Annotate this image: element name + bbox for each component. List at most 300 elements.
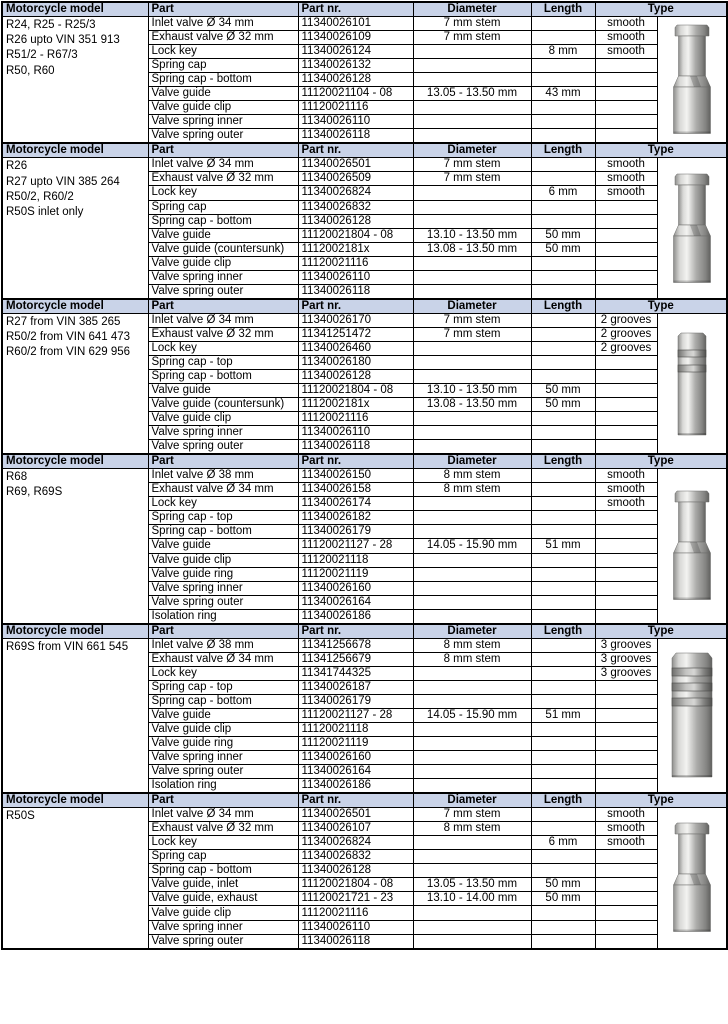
diameter-cell [413,497,531,511]
length-cell: 50 mm [531,228,595,242]
diameter-cell: 14.05 - 15.90 mm [413,708,531,722]
diameter-cell [413,440,531,455]
part-cell: Spring cap - bottom [148,864,298,878]
diameter-cell [413,200,531,214]
diameter-cell: 13.10 - 13.50 mm [413,384,531,398]
part-nr-cell: 11120021119 [298,567,413,581]
col-header-diameter: Diameter [413,624,531,639]
part-nr-cell: 11340026170 [298,313,413,327]
type-cell: 2 grooves [595,327,657,341]
diameter-cell: 7 mm stem [413,158,531,172]
part-nr-cell: 11340026132 [298,59,413,73]
section-table-5 [1,623,728,794]
part-nr-cell: 11120021804 - 08 [298,228,413,242]
diameter-cell [413,609,531,624]
part-cell: Valve guide, exhaust [148,892,298,906]
length-cell [531,609,595,624]
diameter-cell: 8 mm stem [413,483,531,497]
length-cell [531,680,595,694]
diameter-cell: 8 mm stem [413,652,531,666]
part-nr-cell: 11340026179 [298,694,413,708]
type-cell [595,200,657,214]
model-list-cell [2,638,148,793]
length-cell [531,158,595,172]
part-nr-cell: 11340026110 [298,426,413,440]
part-nr-cell: 11120021119 [298,737,413,751]
col-header-part: Part [148,143,298,158]
col-header-diameter: Diameter [413,793,531,808]
type-cell: smooth [595,172,657,186]
part-nr-cell: 11340026509 [298,172,413,186]
type-cell [595,892,657,906]
type-cell [595,101,657,115]
length-cell [531,31,595,45]
header-row [2,624,727,639]
part-nr-cell: 11340026186 [298,779,413,794]
length-cell [531,666,595,680]
length-cell: 6 mm [531,186,595,200]
type-cell [595,59,657,73]
part-cell: Inlet valve Ø 34 mm [148,17,298,31]
part-nr-cell: 11340026174 [298,497,413,511]
valve-guide-smooth-image [657,808,727,949]
part-nr-cell: 11120021804 - 08 [298,878,413,892]
length-cell [531,567,595,581]
part-nr-cell: 11340026832 [298,850,413,864]
length-cell [531,426,595,440]
length-cell [531,469,595,483]
diameter-cell: 8 mm stem [413,822,531,836]
length-cell [531,694,595,708]
diameter-cell: 14.05 - 15.90 mm [413,539,531,553]
part-nr-cell: 11340026824 [298,186,413,200]
type-cell [595,553,657,567]
part-cell: Spring cap [148,200,298,214]
diameter-cell [413,129,531,144]
part-nr-cell: 11340026158 [298,483,413,497]
col-header-length: Length [531,299,595,314]
diameter-cell [413,214,531,228]
type-cell [595,115,657,129]
diameter-cell [413,553,531,567]
part-cell: Inlet valve Ø 34 mm [148,158,298,172]
part-cell: Valve guide [148,539,298,553]
type-cell [595,581,657,595]
part-cell: Valve guide [148,87,298,101]
type-cell [595,525,657,539]
type-cell [595,87,657,101]
type-cell [595,694,657,708]
type-cell: smooth [595,483,657,497]
part-nr-cell: 11120021721 - 23 [298,892,413,906]
part-cell: Lock key [148,666,298,680]
part-nr-cell: 11340026128 [298,214,413,228]
type-cell [595,284,657,299]
part-nr-cell: 11120021804 - 08 [298,384,413,398]
part-cell: Valve spring inner [148,270,298,284]
part-nr-cell: 11341256678 [298,638,413,652]
part-nr-cell: 11340026164 [298,595,413,609]
col-header-type: Type [595,624,727,639]
type-cell: smooth [595,186,657,200]
part-cell: Exhaust valve Ø 34 mm [148,483,298,497]
length-cell: 50 mm [531,242,595,256]
part-nr-cell: 11340026128 [298,369,413,383]
length-cell [531,129,595,144]
col-header-type: Type [595,299,727,314]
part-nr-cell: 11340026124 [298,45,413,59]
header-row [2,454,727,469]
col-header-model: Motorcycle model [2,299,148,314]
col-header-length: Length [531,143,595,158]
model-name: R26 [6,160,28,173]
part-row [2,808,727,822]
type-cell [595,270,657,284]
part-nr-cell: 11340026164 [298,765,413,779]
length-cell: 6 mm [531,836,595,850]
diameter-cell [413,920,531,934]
diameter-cell [413,751,531,765]
part-cell: Spring cap - top [148,355,298,369]
length-cell [531,920,595,934]
col-header-type: Type [595,793,727,808]
part-row [2,313,727,327]
type-cell: smooth [595,158,657,172]
diameter-cell: 13.08 - 13.50 mm [413,242,531,256]
diameter-cell [413,934,531,949]
part-cell: Inlet valve Ø 38 mm [148,638,298,652]
length-cell: 50 mm [531,878,595,892]
diameter-cell [413,595,531,609]
col-header-model: Motorcycle model [2,143,148,158]
col-header-length: Length [531,454,595,469]
part-cell: Valve guide clip [148,101,298,115]
col-header-part: Part [148,299,298,314]
part-cell: Spring cap - top [148,511,298,525]
col-header-model: Motorcycle model [2,793,148,808]
diameter-cell [413,567,531,581]
section-table-3 [1,298,728,455]
part-cell: Valve spring outer [148,440,298,455]
part-nr-cell: 11340026109 [298,31,413,45]
diameter-cell: 7 mm stem [413,31,531,45]
part-nr-cell: 11340026118 [298,934,413,949]
model-list-cell [2,158,148,299]
part-cell: Valve spring inner [148,115,298,129]
length-cell: 8 mm [531,45,595,59]
diameter-cell: 13.05 - 13.50 mm [413,87,531,101]
part-nr-cell: 11340026160 [298,581,413,595]
part-cell: Lock key [148,497,298,511]
type-cell [595,355,657,369]
section-table-1 [1,1,728,144]
length-cell [531,638,595,652]
length-cell [531,497,595,511]
type-cell [595,680,657,694]
col-header-part-nr: Part nr. [298,454,413,469]
length-cell [531,652,595,666]
diameter-cell [413,850,531,864]
type-cell: smooth [595,45,657,59]
type-cell [595,384,657,398]
part-nr-cell: 11340026150 [298,469,413,483]
col-header-model: Motorcycle model [2,624,148,639]
diameter-cell [413,426,531,440]
length-cell [531,59,595,73]
length-cell [531,256,595,270]
part-cell: Valve guide [148,228,298,242]
diameter-cell [413,59,531,73]
length-cell [531,115,595,129]
col-header-part-nr: Part nr. [298,793,413,808]
part-cell: Spring cap - top [148,680,298,694]
type-cell [595,228,657,242]
col-header-part-nr: Part nr. [298,2,413,17]
diameter-cell [413,511,531,525]
part-cell: Valve guide (countersunk) [148,398,298,412]
model-list-cell [2,313,148,454]
col-header-diameter: Diameter [413,454,531,469]
part-cell: Valve guide clip [148,722,298,736]
part-nr-cell: 11340026460 [298,341,413,355]
model-name: R50S [6,810,35,823]
section-table-6 [1,792,728,949]
model-name: R50/2 from VIN 641 473 [6,331,131,343]
part-cell: Spring cap - bottom [148,369,298,383]
part-nr-cell: 11340026832 [298,200,413,214]
type-cell: 3 grooves [595,638,657,652]
part-cell: Valve spring inner [148,920,298,934]
col-header-model: Motorcycle model [2,2,148,17]
length-cell [531,172,595,186]
type-cell [595,779,657,794]
part-nr-cell: 11340026128 [298,864,413,878]
length-cell [531,525,595,539]
model-name: R27 upto VIN 385 264 [6,175,120,188]
part-cell: Valve guide ring [148,737,298,751]
part-nr-cell: 11340026501 [298,158,413,172]
length-cell [531,808,595,822]
part-cell: Spring cap - bottom [148,694,298,708]
diameter-cell: 13.10 - 14.00 mm [413,892,531,906]
part-nr-cell: 11340026128 [298,73,413,87]
part-cell: Valve spring outer [148,284,298,299]
length-cell [531,511,595,525]
header-row [2,793,727,808]
type-cell [595,595,657,609]
part-cell: Spring cap [148,850,298,864]
part-nr-cell: 11340026182 [298,511,413,525]
part-cell: Valve guide [148,708,298,722]
section-table-2 [1,142,728,299]
length-cell [531,779,595,794]
part-cell: Inlet valve Ø 34 mm [148,313,298,327]
type-cell [595,73,657,87]
type-cell [595,934,657,949]
type-cell: smooth [595,836,657,850]
part-row [2,158,727,172]
diameter-cell [413,284,531,299]
header-row [2,299,727,314]
model-name: R69S from VIN 661 545 [6,640,129,653]
type-cell [595,878,657,892]
type-cell [595,864,657,878]
col-header-model: Motorcycle model [2,454,148,469]
length-cell [531,581,595,595]
part-row [2,469,727,483]
part-cell: Lock key [148,45,298,59]
diameter-cell: 13.08 - 13.50 mm [413,398,531,412]
part-nr-cell: 11341256679 [298,652,413,666]
length-cell [531,751,595,765]
length-cell [531,270,595,284]
part-nr-cell: 11120021118 [298,553,413,567]
length-cell [531,765,595,779]
type-cell [595,708,657,722]
model-name: R51/2 - R67/3 [6,49,78,62]
part-nr-cell: 11120021116 [298,256,413,270]
model-name: R26 upto VIN 351 913 [6,34,120,47]
length-cell [531,864,595,878]
length-cell [531,440,595,455]
diameter-cell [413,737,531,751]
model-name: R27 from VIN 385 265 [6,315,121,328]
type-cell: smooth [595,808,657,822]
diameter-cell: 7 mm stem [413,327,531,341]
part-nr-cell: 11340026118 [298,440,413,455]
length-cell [531,850,595,864]
part-nr-cell: 11120021127 - 28 [298,708,413,722]
part-cell: Exhaust valve Ø 32 mm [148,172,298,186]
part-cell: Valve spring outer [148,595,298,609]
type-cell: smooth [595,17,657,31]
part-cell: Spring cap - bottom [148,214,298,228]
diameter-cell [413,355,531,369]
type-cell [595,129,657,144]
part-cell: Spring cap [148,59,298,73]
part-nr-cell: 1112002181x [298,398,413,412]
diameter-cell: 7 mm stem [413,172,531,186]
length-cell [531,341,595,355]
part-cell: Isolation ring [148,609,298,624]
part-nr-cell: 11120021118 [298,722,413,736]
model-list-cell [2,808,148,949]
part-nr-cell: 11340026101 [298,17,413,31]
model-name: R50S inlet only [6,205,84,218]
diameter-cell [413,412,531,426]
part-cell: Exhaust valve Ø 34 mm [148,652,298,666]
type-cell [595,722,657,736]
length-cell [531,553,595,567]
part-cell: Valve guide clip [148,906,298,920]
model-name: R68 [6,471,28,484]
length-cell [531,200,595,214]
type-cell [595,369,657,383]
col-header-type: Type [595,2,727,17]
length-cell: 50 mm [531,398,595,412]
diameter-cell [413,581,531,595]
part-nr-cell: 11340026110 [298,920,413,934]
part-nr-cell: 11340026824 [298,836,413,850]
diameter-cell [413,864,531,878]
part-cell: Lock key [148,836,298,850]
part-nr-cell: 11340026179 [298,525,413,539]
type-cell: 3 grooves [595,652,657,666]
col-header-type: Type [595,143,727,158]
part-nr-cell: 11120021116 [298,101,413,115]
diameter-cell [413,101,531,115]
model-name: R69, R69S [6,486,63,499]
length-cell [531,17,595,31]
col-header-length: Length [531,624,595,639]
part-nr-cell: 1112002181x [298,242,413,256]
part-nr-cell: 11340026118 [298,284,413,299]
part-nr-cell: 11340026110 [298,115,413,129]
type-cell: smooth [595,497,657,511]
length-cell [531,313,595,327]
diameter-cell [413,73,531,87]
model-name: R60/2 from VIN 629 956 [6,346,131,359]
type-cell [595,412,657,426]
type-cell [595,906,657,920]
type-cell [595,765,657,779]
length-cell [531,412,595,426]
type-cell [595,511,657,525]
type-cell [595,850,657,864]
part-nr-cell: 11340026187 [298,680,413,694]
part-cell: Valve spring inner [148,751,298,765]
diameter-cell [413,779,531,794]
diameter-cell [413,906,531,920]
length-cell [531,906,595,920]
diameter-cell: 7 mm stem [413,313,531,327]
part-nr-cell: 11340026118 [298,129,413,144]
model-name: R50, R60 [6,64,55,77]
type-cell [595,920,657,934]
length-cell [531,483,595,497]
length-cell [531,934,595,949]
length-cell [531,822,595,836]
col-header-part-nr: Part nr. [298,624,413,639]
part-cell: Inlet valve Ø 38 mm [148,469,298,483]
col-header-part: Part [148,624,298,639]
length-cell [531,284,595,299]
length-cell: 50 mm [531,892,595,906]
header-row [2,2,727,17]
diameter-cell: 8 mm stem [413,638,531,652]
part-nr-cell: 11341251472 [298,327,413,341]
model-list-cell [2,469,148,624]
part-cell: Isolation ring [148,779,298,794]
part-cell: Exhaust valve Ø 32 mm [148,31,298,45]
col-header-diameter: Diameter [413,2,531,17]
part-row [2,638,727,652]
length-cell: 43 mm [531,87,595,101]
type-cell [595,398,657,412]
part-nr-cell: 11120021127 - 28 [298,539,413,553]
part-nr-cell: 11340026180 [298,355,413,369]
part-nr-cell: 11120021104 - 08 [298,87,413,101]
part-nr-cell: 11341744325 [298,666,413,680]
sections-container [1,1,728,950]
part-cell: Valve guide, inlet [148,878,298,892]
part-cell: Lock key [148,186,298,200]
part-nr-cell: 11340026501 [298,808,413,822]
diameter-cell [413,341,531,355]
part-nr-cell: 11340026160 [298,751,413,765]
type-cell: 3 grooves [595,666,657,680]
part-cell: Valve guide [148,384,298,398]
